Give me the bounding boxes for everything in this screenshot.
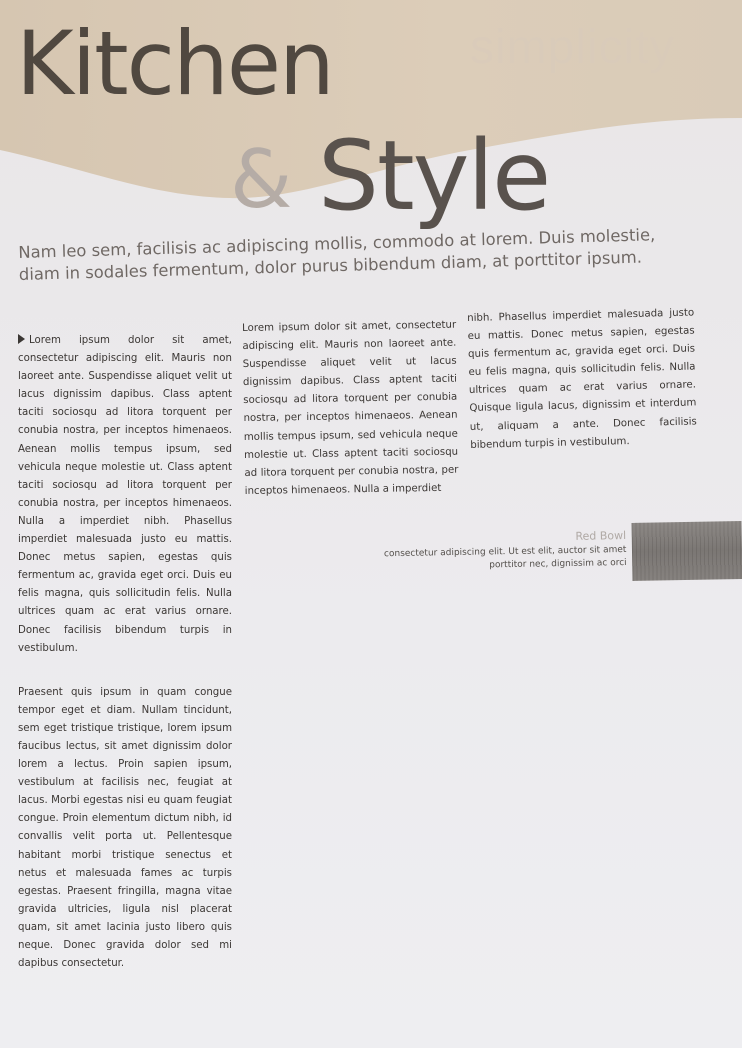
column-1-paragraph-1: [18, 332, 232, 658]
intro-paragraph: Nam leo sem, facilisis ac adipiscing mollis, commodo at lorem. Duis molestie, diam in sodales fermentum, dolor purus bibendum diam, at porttitor ipsum.: [18, 225, 656, 284]
text-column-2: [242, 317, 459, 501]
background-watermark-word: simplicity: [470, 21, 675, 74]
photo-thumbnail: [632, 521, 742, 581]
triangle-bullet-icon: [18, 334, 25, 344]
column-1-paragraph-1-text: Lorem ipsum dolor sit amet, consectetur adipiscing elit. Mauris non laoreet ante. Suspendisse aliquet velit ut lacus dignissim dapibus. Class aptent taciti sociosqu ad litora torquent per conubia nostra, per inceptos himenaeos. Aenean mollis tempus ipsum, sed vehicula neque molestie ut. Class aptent taciti sociosqu ad litora torquent per conubia nostra, per inceptos himenaeos. Nulla a imperdiet nibh. Phasellus imperdiet malesuada justo eu mattis. Donec metus sapien, egestas quis fermentum ac, gravida eget orci. Duis eu felis magna, quis sollicitudin felis. Nulla ultrices quam ac erat varius ornare. Donec facilisis bibendum turpis in vestibulum.: [18, 335, 232, 654]
column-1-paragraph-2: Praesent quis ipsum in quam congue tempor eget et diam. Nullam tincidunt, sem eget tristique tristique, lorem ipsum faucibus lectus, sit amet dignissim dolor lorem a lectus. Proin sapien ipsum, vestibulum at facilisis nec, feugiat at lacus. Morbi egestas nisi eu quam feugiat congue. Proin elementum dictum nibh, id convallis velit porta ut. Pellentesque habitant morbi tristique senectus et netus et malesuada fames ac turpis egestas. Praesent fringilla, magna vitae gravida ultricies, ligula nisl placerat quam, sit amet lacinia justo libero quis neque. Donec gravida dolor sed mi dapibus consectetur.: [18, 686, 232, 970]
title-ampersand: &: [230, 133, 293, 226]
text-column-1: [18, 332, 232, 973]
title-kitchen: Kitchen: [16, 12, 333, 115]
caption-title: Red Bowl: [575, 528, 627, 543]
title-style: Style: [318, 120, 550, 232]
photo-caption: [360, 528, 627, 575]
text-column-3: [467, 304, 697, 454]
column-3-paragraph: nibh. Phasellus imperdiet malesuada justo eu mattis. Donec metus sapien, egestas quis fermentum ac, gravida eget orci. Duis eu felis magna, quis sollicitudin felis. Nulla ultrices quam ac erat varius ornare. Quisque ligula lacus, dignissim et interdum ut, aliquam a ante. Donec facilisis bibendum turpis in vestibulum.: [467, 307, 697, 451]
column-2-paragraph: Lorem ipsum dolor sit amet, consectetur adipiscing elit. Mauris non laoreet ante. Suspendisse aliquet velit ut lacus dignissim dapibus. Class aptent taciti sociosqu ad litora torquent per conubia nostra, per inceptos himenaeos. Aenean mollis tempus ipsum, sed vehicula neque molestie ut. Class aptent taciti sociosqu ad litora torquent per conubia nostra, per inceptos himenaeos. Nulla a imperdiet: [242, 319, 459, 497]
caption-text: consectetur adipiscing elit. Ut est elit, auctor sit amet porttitor nec, dignissim ac orci: [383, 544, 627, 571]
